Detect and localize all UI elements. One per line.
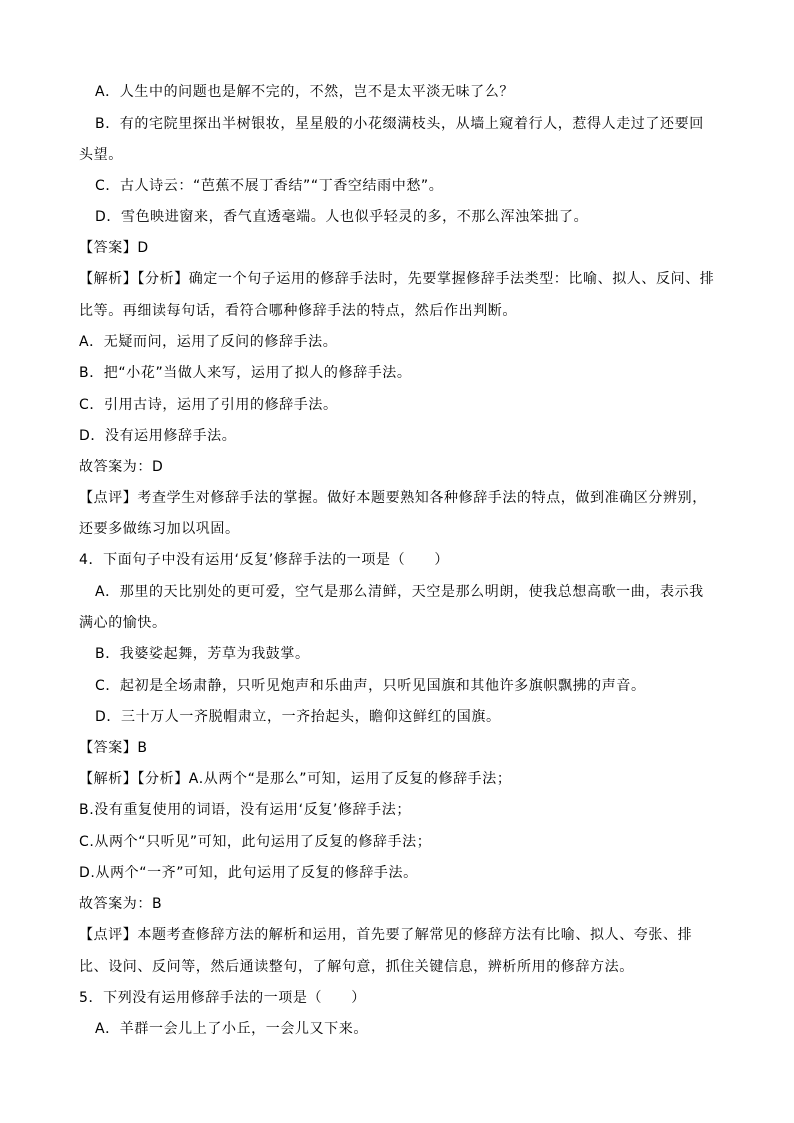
- q3-option-b-line2: 头望。: [79, 147, 123, 163]
- q3-analysis-c: C．引用古诗，运用了引用的修辞手法。: [79, 397, 338, 413]
- q3-analysis-b: B．把“小花”当做人来写，运用了拟人的修辞手法。: [79, 365, 412, 381]
- q3-option-d: D．雪色映进窗来，香气直透毫端。人也似乎轻灵的多，不那么浑浊笨拙了。: [95, 209, 589, 225]
- q3-analysis-a: A．无疑而问，运用了反问的修辞手法。: [79, 334, 338, 350]
- q4-analysis-line3: C.从两个“只听见”可知，此句运用了反复的修辞手法；: [79, 834, 432, 850]
- q4-comment-line2: 比、设问、反问等，然后通读整句，了解句意，抓住关键信息，辨析所用的修辞方法。: [79, 959, 634, 975]
- q4-question: 4．下面句子中没有运用‘反复’修辞手法的一项是（ ）: [79, 552, 450, 568]
- q3-analysis-line1: 【解析】【分析】确定一个句子运用的修辞手法时，先要掌握修辞手法类型：比喻、拟人、反问、排: [79, 271, 715, 287]
- q3-option-b-line1: B．有的宅院里探出半树银妆，星星般的小花缀满枝头，从墙上窥着行人，惹得人走过了还要回: [95, 116, 704, 132]
- q3-final-answer: 故答案为：D: [79, 459, 164, 475]
- q4-option-a-line2: 满心的愉快。: [79, 615, 167, 631]
- q4-final-answer: 故答案为：B: [79, 896, 163, 912]
- q3-analysis-d: D．没有运用修辞手法。: [79, 428, 237, 444]
- q3-option-c: C．古人诗云：“芭蕉不展丁香结”“丁香空结雨中愁”。: [95, 178, 444, 194]
- q4-answer: 【答案】B: [79, 740, 148, 756]
- q5-question: 5．下列没有运用修辞手法的一项是（ ）: [79, 990, 366, 1006]
- q3-comment-line1: 【点评】考查学生对修辞手法的掌握。做好本题要熟知各种修辞手法的特点，做到准确区分辨别，: [79, 490, 707, 506]
- q4-option-b: B．我婆娑起舞，芳草为我鼓掌。: [95, 646, 310, 662]
- q4-option-a-line1: A．那里的天比别处的更可爱，空气是那么清鲜，天空是那么明朗，使我总想高歌一曲，表示我: [95, 584, 704, 600]
- q5-option-a: A．羊群一会儿上了小丘，一会儿又下来。: [95, 1021, 368, 1037]
- q4-option-c: C．起初是全场肃静，只听见炮声和乐曲声，只听见国旗和其他许多旗帜飘拂的声音。: [95, 678, 646, 694]
- q4-analysis-line4: D.从两个“一齐”可知，此句运用了反复的修辞手法。: [79, 865, 418, 881]
- q4-analysis-line2: B.没有重复使用的词语，没有运用‘反复’修辞手法；: [79, 802, 411, 818]
- q4-analysis-line1: 【解析】【分析】A.从两个“是那么”可知，运用了反复的修辞手法；: [79, 771, 512, 787]
- q3-answer: 【答案】D: [79, 240, 149, 256]
- q3-option-a: A．人生中的问题也是解不完的，不然，岂不是太平淡无味了么？: [95, 84, 514, 100]
- q4-option-d: D．三十万人一齐脱帽肃立，一齐抬起头，瞻仰这鲜红的国旗。: [95, 709, 501, 725]
- q3-comment-line2: 还要多做练习加以巩固。: [79, 521, 240, 537]
- q3-analysis-line2: 比等。再细读每句话，看符合哪种修辞手法的特点，然后作出判断。: [79, 303, 517, 319]
- q4-comment-line1: 【点评】本题考查修辞方法的解析和运用，首先要了解常见的修辞方法有比喻、拟人、夸张、排: [79, 927, 693, 943]
